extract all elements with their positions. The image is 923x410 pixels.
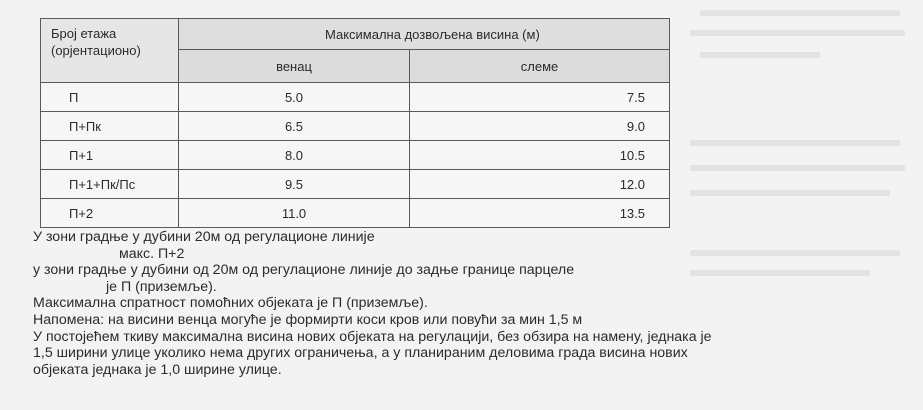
- cornice-header: венац: [179, 50, 410, 83]
- note-line: макс. П+2: [119, 245, 185, 262]
- ridge-height-cell: 9.0: [410, 112, 670, 141]
- scan-artifact: [690, 30, 905, 36]
- note-line: 1,5 ширини улице уколико нема других ограничења, а у планираним деловима града висина нових: [33, 345, 688, 362]
- ridge-height-cell: 7.5: [410, 83, 670, 112]
- table-row: [41, 141, 670, 170]
- floors-cell: П+2: [41, 199, 179, 228]
- max-height-header: Максимална дозвољена висина (м): [179, 19, 670, 50]
- table-row: [41, 199, 670, 228]
- note-line: је П (приземље).: [106, 278, 217, 295]
- note-line: у зони градње у дубини од 20м од регулационе линије до задње границе парцеле: [33, 262, 575, 279]
- scan-artifact: [700, 52, 820, 58]
- floors-cell: П+1+Пк/Пс: [41, 170, 179, 199]
- note-line: Напомена: на висини венца могуће је формирти коси кров или повући за мин 1,5 м: [33, 311, 583, 328]
- cornice-height-cell: 11.0: [179, 199, 410, 228]
- cornice-height-cell: 9.5: [179, 170, 410, 199]
- max-height-table: [40, 18, 670, 228]
- floors-cell: П+Пк: [41, 112, 179, 141]
- note-line: У зони градње у дубини 20м од регулационе линије: [33, 229, 375, 245]
- scan-artifact: [690, 190, 890, 196]
- note-line: објеката једнака је 1,0 ширине улице.: [33, 361, 282, 378]
- note-line: Максимална спратност помоћних објеката је П (приземље).: [33, 295, 428, 312]
- floors-header-line2: (орјентационо): [51, 43, 141, 58]
- ridge-height-cell: 10.5: [410, 141, 670, 170]
- table-header-row: [41, 19, 670, 50]
- table-row: [41, 170, 670, 199]
- cornice-height-cell: 5.0: [179, 83, 410, 112]
- ridge-header: слеме: [410, 50, 670, 83]
- note-line: У постојећем ткиву максимална висина нових објеката на регулацији, без обзира на намену, једнака је: [33, 328, 712, 345]
- scan-artifact: [700, 10, 900, 16]
- cornice-height-cell: 8.0: [179, 141, 410, 170]
- table-row: [41, 83, 670, 112]
- floors-cell: П+1: [41, 141, 179, 170]
- table-row: [41, 112, 670, 141]
- floors-cell: П: [41, 83, 179, 112]
- cornice-height-cell: 6.5: [179, 112, 410, 141]
- ridge-height-cell: 12.0: [410, 170, 670, 199]
- ridge-height-cell: 13.5: [410, 199, 670, 228]
- notes-text-block: [33, 229, 913, 378]
- floors-header-line1: Број етажа: [51, 26, 117, 41]
- scan-artifact: [690, 140, 900, 146]
- floors-header: [41, 19, 179, 83]
- scan-artifact: [690, 165, 905, 171]
